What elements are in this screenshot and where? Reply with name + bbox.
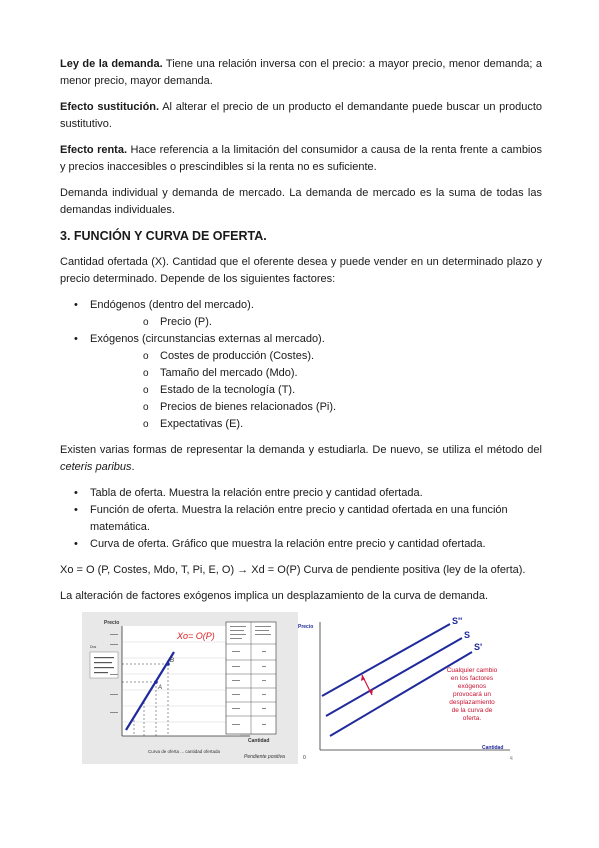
list-item: • Curva de oferta. Gráfico que muestra la relación entre precio y cantidad ofertada. xyxy=(60,536,542,553)
bullet-icon: • xyxy=(74,333,78,345)
list-item: • Exógenos (circunstancias externas al mercado). o Costes de producción (Costes). o Tamaño del mercado (Mdo). o Estado de la tecnología (T). o Precios de bienes relacionados (Pi). o Expectativas (E). xyxy=(60,331,542,433)
bullet-icon: • xyxy=(74,538,78,550)
fig1-side-note: Dos xyxy=(90,645,97,649)
arrow-right-icon: → xyxy=(237,564,249,576)
document-page xyxy=(60,56,542,614)
paragraph-efecto-sustitucion: Efecto sustitución. Al alterar el precio de un producto el demandante puede buscar un producto sustitutivo. xyxy=(60,101,542,130)
fig2-origin: 0 xyxy=(303,755,306,761)
fig1-formula: Xo= O(P) xyxy=(177,631,215,641)
figure-supply-table xyxy=(82,612,298,764)
fig2-ylabel: Precio xyxy=(298,624,314,630)
paragraph-formula: Xo = O (P, Costes, Mdo, T, Pi, E, O) → Xd = O(P) Curva de pendiente positiva (ley de la oferta). xyxy=(60,564,526,576)
term-efecto-renta: Efecto renta. xyxy=(60,144,128,156)
figure-supply-shift-svg xyxy=(298,612,522,764)
paragraph-efecto-renta: Efecto renta. Hace referencia a la limitación del consumidor a causa de la renta frente a cambios y precios inaccesibles o prescindibles si la renta no es suficiente. xyxy=(60,144,542,173)
circle-bullet-icon: o xyxy=(143,419,149,430)
paragraph-ley-demanda: Ley de la demanda. Tiene una relación inversa con el precio: a mayor precio, menor demanda; a menor precio, mayor demanda. xyxy=(60,58,542,87)
circle-bullet-icon: o xyxy=(143,385,149,396)
figures xyxy=(82,612,522,764)
circle-bullet-icon: o xyxy=(143,402,149,413)
paragraph-demanda-mercado: Demanda individual y demanda de mercado. La demanda de mercado es la suma de todas las demandas individuales. xyxy=(60,187,542,216)
svg-text:de la curva de: de la curva de xyxy=(451,707,493,714)
factors-list xyxy=(60,297,542,433)
list-item: o Expectativas (E). xyxy=(90,416,542,433)
list-item: o Precios de bienes relacionados (Pi). xyxy=(90,399,542,416)
fig1-ylabel: Precio xyxy=(104,620,120,626)
list-item: o Estado de la tecnología (T). xyxy=(90,382,542,399)
paragraph-cantidad-ofertada: Cantidad ofertada (X). Cantidad que el oferente desea y puede vender en un determinado plazo y precio determinado. Depende de los siguientes factores: xyxy=(60,256,542,285)
bullet-icon: • xyxy=(74,299,78,311)
fig2-annotation xyxy=(447,667,498,722)
fig1-bottom-right: Pendiente positiva xyxy=(244,754,285,760)
circle-bullet-icon: o xyxy=(143,351,149,362)
svg-text:Cualquier cambio: Cualquier cambio xyxy=(446,667,498,674)
figure-supply-table-svg xyxy=(82,612,298,764)
fig1-point-b: B xyxy=(170,658,175,664)
term-ley-demanda: Ley de la demanda. xyxy=(60,58,163,70)
fig2-corner: q xyxy=(510,755,513,760)
fig1-bottom-left: Curva de oferta ... cantidad ofertada xyxy=(148,749,221,754)
methods-list xyxy=(60,485,542,553)
term-efecto-sustitucion: Efecto sustitución. xyxy=(60,101,160,113)
list-item: o Tamaño del mercado (Mdo). xyxy=(90,365,542,382)
svg-text:provocará un: provocará un xyxy=(453,691,491,698)
fig1-point-a: A xyxy=(158,685,163,691)
bullet-icon: • xyxy=(74,487,78,499)
paragraph-alteracion: La alteración de factores exógenos implica un desplazamiento de la curva de demanda. xyxy=(60,590,489,602)
paragraph-formas-representar: Existen varias formas de representar la demanda y estudiarla. De nuevo, se utiliza el método del ceteris paribus. xyxy=(60,444,542,473)
fig2-curve-s: S xyxy=(464,630,471,640)
svg-text:exógenos: exógenos xyxy=(457,683,487,690)
endo-sublist xyxy=(90,314,542,331)
fig2-xlabel: Cantidad xyxy=(482,745,504,751)
list-item: • Endógenos (dentro del mercado). o Precio (P). xyxy=(60,297,542,331)
bullet-icon: • xyxy=(74,504,78,516)
figure-supply-shift xyxy=(298,612,522,764)
section-heading: 3. FUNCIÓN Y CURVA DE OFERTA. xyxy=(60,229,267,243)
exo-sublist xyxy=(90,348,542,433)
fig2-curve-s-double-prime: S'' xyxy=(452,616,463,626)
fig2-curve-s-prime: S' xyxy=(474,642,483,652)
circle-bullet-icon: o xyxy=(143,317,149,328)
fig1-xlabel: Cantidad xyxy=(248,738,270,744)
svg-text:desplazamiento: desplazamiento xyxy=(449,699,495,706)
list-item: o Costes de producción (Costes). xyxy=(90,348,542,365)
list-item: o Precio (P). xyxy=(90,314,542,331)
circle-bullet-icon: o xyxy=(143,368,149,379)
svg-text:oferta.: oferta. xyxy=(462,715,482,722)
svg-text:en los factores: en los factores xyxy=(450,675,494,682)
list-item: • Función de oferta. Muestra la relación entre precio y cantidad ofertada en una función matemática. xyxy=(74,504,508,533)
list-item: • Tabla de oferta. Muestra la relación entre precio y cantidad ofertada. xyxy=(60,485,542,502)
